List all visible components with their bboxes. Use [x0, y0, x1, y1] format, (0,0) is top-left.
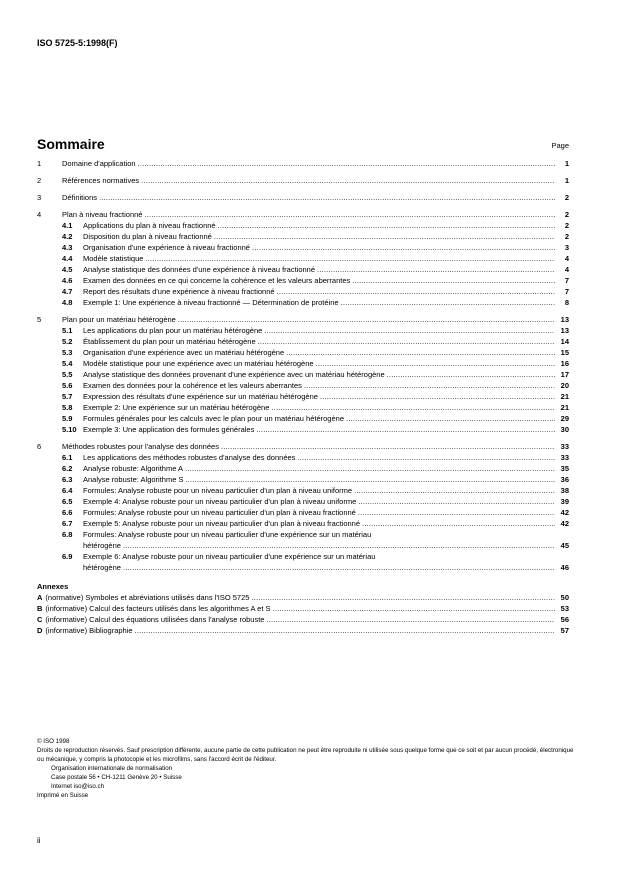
toc-entry-leader [83, 253, 555, 264]
toc-entry-leader [83, 242, 555, 253]
toc-entry-title: Définitions [62, 193, 98, 202]
dot-leader [304, 380, 555, 391]
toc-entry-title: Formules: Analyse robuste pour un niveau particulier d'un plan à niveau fractionné [83, 508, 356, 517]
toc-entry[interactable] [37, 463, 569, 474]
toc-entry-number: 5.8 [62, 403, 73, 412]
toc-entry-page: 4 [564, 254, 569, 263]
toc-entry-title: Exemple 5: Analyse robuste pour un niveau particulier d'un plan à niveau fractionné [83, 519, 361, 528]
dot-leader [320, 391, 555, 402]
toc-entry-title: Formules: Analyse robuste pour un niveau particulier d'une expérience sur un matériau [83, 530, 372, 539]
toc-entry-leader [83, 275, 555, 286]
dot-leader [341, 297, 555, 308]
toc-entry-number: 6.7 [62, 519, 73, 528]
printed-in: Imprimé en Suisse [37, 792, 89, 799]
toc-entry-number: 4.4 [62, 254, 73, 263]
toc-entry-number: 5.6 [62, 381, 73, 390]
dot-leader [317, 264, 555, 275]
dot-leader [358, 496, 555, 507]
toc-entry-leader [83, 474, 555, 485]
toc-entry-leader [62, 209, 555, 220]
dot-leader [138, 158, 555, 169]
toc-entry-page: 2 [564, 210, 569, 219]
toc-entry-page: 21 [560, 403, 569, 412]
toc-entry[interactable] [37, 325, 569, 336]
toc-entry-title: Exemple 6: Analyse robuste pour un niveau particulier d'une expérience sur un matériau [83, 552, 376, 561]
toc-entry[interactable] [37, 485, 569, 496]
toc-entry[interactable] [37, 358, 569, 369]
toc-entry-title: Organisation d'une expérience à niveau fractionné [83, 243, 250, 252]
toc-entry-title: Formules générales pour les calculs avec le plan pour un matériau hétérogène [83, 414, 344, 423]
toc-entry-title-continued: hétérogène [83, 541, 121, 550]
toc-entry-page: 15 [560, 348, 569, 357]
toc-entry[interactable] [37, 286, 569, 297]
toc-entry[interactable] [37, 391, 569, 402]
annex-page: 50 [560, 593, 569, 602]
dot-leader [271, 402, 555, 413]
toc-entry[interactable] [37, 209, 569, 220]
annex-label: C [37, 615, 43, 624]
toc-entry-leader [83, 358, 555, 369]
toc-entry-page: 1 [564, 159, 569, 168]
toc-entry-number: 5.9 [62, 414, 73, 423]
toc-entry[interactable] [37, 264, 569, 275]
annex-entry[interactable] [37, 614, 569, 625]
annex-page: 57 [560, 626, 569, 635]
toc-entry-title: Organisation d'une expérience avec un matériau hétérogène [83, 348, 285, 357]
toc-page-column-label: Page [551, 141, 569, 150]
toc-entry-leader [83, 485, 555, 496]
toc-entry-page: 2 [564, 193, 569, 202]
toc-entry-page: 42 [560, 519, 569, 528]
dot-leader [358, 507, 555, 518]
toc-entry-leader [83, 286, 555, 297]
toc-entry-page: 46 [560, 563, 569, 572]
toc-entry[interactable] [37, 507, 569, 518]
page-number: ii [37, 836, 41, 845]
toc-entry-page: 29 [560, 414, 569, 423]
toc-entry-title: Applications du plan à niveau fractionné [83, 221, 216, 230]
toc-entry-page: 16 [560, 359, 569, 368]
annex-label: A [37, 593, 43, 602]
toc-entry-page: 13 [560, 315, 569, 324]
toc-entry[interactable] [37, 369, 569, 380]
toc-entry-number: 4.1 [62, 221, 73, 230]
toc-entry-leader [83, 562, 555, 573]
toc-entry-title: Formules: Analyse robuste pour un niveau particulier d'un plan à niveau uniforme [83, 486, 353, 495]
toc-entry[interactable] [37, 413, 569, 424]
toc-entry-page: 21 [560, 392, 569, 401]
annex-title: (informative) Bibliographie [45, 626, 133, 635]
toc-entry-title: Exemple 1: Une expérience à niveau fractionné — Détermination de protéine [83, 298, 339, 307]
toc-entry-number: 3 [37, 193, 42, 202]
toc-entry-leader [83, 402, 555, 413]
toc-entry-leader [62, 192, 555, 203]
toc-entry-title: Disposition du plan à niveau fractionné [83, 232, 212, 241]
toc-entry-number: 4.3 [62, 243, 73, 252]
toc-entry[interactable] [37, 314, 569, 325]
annex-title: (informative) Calcul des équations utilisées dans l'analyse robuste [45, 615, 265, 624]
dot-leader [258, 336, 555, 347]
toc-entry-title: Établissement du plan pour un matériau hétérogène [83, 337, 256, 346]
toc-entry-leader [62, 158, 555, 169]
toc-entry[interactable] [37, 275, 569, 286]
toc-entry-title: Plan pour un matériau hétérogène [62, 315, 176, 324]
toc-entry-page: 4 [564, 265, 569, 274]
dot-leader [252, 242, 555, 253]
organization-name: Organisation internationale de normalisation [51, 765, 173, 772]
postal-address: Case postale 56 • CH-1211 Genève 20 • Suisse [51, 774, 182, 781]
dot-leader [256, 424, 555, 435]
toc-entry-title: Les applications des méthodes robustes d'analyse des données [83, 453, 296, 462]
annex-entry[interactable] [37, 603, 569, 614]
toc-entry-leader [83, 424, 555, 435]
toc-entry[interactable] [37, 518, 569, 529]
toc-entry-title: Domaine d'application [62, 159, 136, 168]
toc-entry-leader [83, 264, 555, 275]
toc-entry[interactable] [37, 347, 569, 358]
dot-leader [316, 358, 555, 369]
dot-leader [354, 485, 555, 496]
toc-entry-title: Modèle statistique [83, 254, 144, 263]
toc-entry-number: 4.5 [62, 265, 73, 274]
toc-entry-number: 6.2 [62, 464, 73, 473]
dot-leader [185, 463, 555, 474]
dot-leader [178, 314, 555, 325]
toc-entry-number: 6.9 [62, 552, 73, 561]
table-of-contents [37, 158, 569, 636]
toc-entry-number: 2 [37, 176, 42, 185]
toc-entry-leader [62, 175, 555, 186]
toc-entry[interactable] [37, 192, 569, 203]
toc-entry-number: 6.6 [62, 508, 73, 517]
toc-entry[interactable] [37, 253, 569, 264]
toc-entry-number: 5.3 [62, 348, 73, 357]
toc-entry[interactable] [37, 158, 569, 169]
toc-entry-leader [83, 518, 555, 529]
internet-contact: Internet iso@iso.ch [51, 783, 105, 790]
dot-leader [123, 562, 555, 573]
toc-entry-continuation[interactable] [37, 562, 569, 573]
annex-entry-leader [37, 592, 555, 603]
toc-entry-leader [83, 496, 555, 507]
toc-entry-page: 7 [564, 287, 569, 296]
dot-leader [387, 369, 555, 380]
toc-entry-page: 20 [560, 381, 569, 390]
toc-entry-continuation[interactable] [37, 540, 569, 551]
toc-entry[interactable] [37, 297, 569, 308]
annex-page: 53 [560, 604, 569, 613]
annex-page: 56 [560, 615, 569, 624]
toc-entry-leader [83, 391, 555, 402]
toc-entry-number: 5.2 [62, 337, 73, 346]
dot-leader [185, 474, 555, 485]
toc-entry-number: 6.8 [62, 530, 73, 539]
toc-entry[interactable] [37, 441, 569, 452]
dot-leader [346, 413, 555, 424]
dot-leader [264, 325, 555, 336]
toc-entry-leader [62, 441, 555, 452]
dot-leader [251, 592, 555, 603]
dot-leader [362, 518, 555, 529]
toc-entry-page: 13 [560, 326, 569, 335]
toc-entry-leader [62, 314, 555, 325]
toc-entry[interactable] [37, 402, 569, 413]
toc-entry-leader [83, 507, 555, 518]
annex-title: (normative) Symboles et abréviations utilisés dans l'ISO 5725 [45, 593, 250, 602]
copyright-line: © ISO 1998 [37, 738, 70, 745]
toc-entry[interactable] [37, 242, 569, 253]
toc-entry-number: 4 [37, 210, 42, 219]
dot-leader [144, 209, 555, 220]
dot-leader [277, 286, 555, 297]
toc-entry-title: Expression des résultats d'une expérience sur un matériau hétérogène [83, 392, 318, 401]
toc-entry-leader [83, 231, 555, 242]
annex-label: B [37, 604, 43, 613]
rights-notice: Droits de reproduction réservés. Sauf prescription différente, aucune partie de cette publication ne peut être reproduite ni utilisée sous quelque forme que ce soit et par aucun procédé, électronique ou mécanique, y compris la photocopie et les microfilms, sans l'accord écrit de l'éditeur. [37, 747, 574, 763]
annex-entry-leader [37, 614, 555, 625]
toc-entry-page: 14 [560, 337, 569, 346]
toc-entry-page: 33 [560, 453, 569, 462]
toc-entry-number: 5.1 [62, 326, 73, 335]
dot-leader [352, 275, 555, 286]
annex-entry-leader [37, 603, 555, 614]
toc-entry-page: 42 [560, 508, 569, 517]
dot-leader [99, 192, 555, 203]
toc-entry-title: Report des résultats d'une expérience à niveau fractionné [83, 287, 275, 296]
toc-entry-leader [83, 297, 555, 308]
dot-leader [218, 220, 555, 231]
annex-entry[interactable] [37, 625, 569, 636]
toc-entry-leader [83, 452, 555, 463]
toc-entry-page: 2 [564, 221, 569, 230]
toc-entry-title: Les applications du plan pour un matériau hétérogène [83, 326, 263, 335]
toc-title: Sommaire [37, 136, 105, 152]
toc-entry[interactable] [37, 474, 569, 485]
toc-entry-page: 30 [560, 425, 569, 434]
toc-entry[interactable] [37, 380, 569, 391]
toc-entry-number: 6.4 [62, 486, 73, 495]
toc-entry-leader [83, 336, 555, 347]
toc-entry-leader [83, 551, 569, 562]
toc-entry-leader [83, 529, 569, 540]
toc-entry-number: 5.4 [62, 359, 73, 368]
toc-entry-page: 45 [560, 541, 569, 550]
toc-entry[interactable] [37, 424, 569, 435]
toc-entry-title: Analyse robuste: Algorithme A [83, 464, 184, 473]
dot-leader [266, 614, 555, 625]
toc-entry-page: 39 [560, 497, 569, 506]
toc-entry-number: 5.7 [62, 392, 73, 401]
toc-entry[interactable] [37, 496, 569, 507]
toc-entry-number: 5.10 [62, 425, 77, 434]
toc-entry-title: Examen des données pour la cohérence et les valeurs aberrantes [83, 381, 302, 390]
document-id: ISO 5725-5:1998(F) [37, 38, 118, 48]
toc-entry-number: 4.8 [62, 298, 73, 307]
annex-label: D [37, 626, 43, 635]
dot-leader [297, 452, 555, 463]
toc-entry-leader [83, 369, 555, 380]
toc-entry-page: 36 [560, 475, 569, 484]
toc-entry-number: 1 [37, 159, 42, 168]
toc-entry-page: 33 [560, 442, 569, 451]
dot-leader [135, 625, 555, 636]
toc-entry-title: Exemple 2: Une expérience sur un matériau hétérogène [83, 403, 270, 412]
toc-entry-page: 2 [564, 232, 569, 241]
dot-leader [286, 347, 555, 358]
dot-leader [123, 540, 555, 551]
toc-entry-leader [83, 325, 555, 336]
toc-entry-page: 7 [564, 276, 569, 285]
toc-entry-page: 35 [560, 464, 569, 473]
toc-entry-title-continued: hétérogène [83, 563, 121, 572]
toc-entry-number: 4.6 [62, 276, 73, 285]
toc-entry-number: 6.3 [62, 475, 73, 484]
toc-entry-number: 6 [37, 442, 42, 451]
copyright-footer [37, 737, 577, 800]
toc-entry-title: Plan à niveau fractionné [62, 210, 143, 219]
toc-entry-leader [83, 540, 555, 551]
annexes-heading: Annexes [37, 582, 69, 591]
toc-entry-title: Méthodes robustes pour l'analyse des données [62, 442, 219, 451]
toc-entry[interactable] [37, 220, 569, 231]
toc-entry-title: Exemple 3: Une application des formules générales [83, 425, 255, 434]
toc-entry-number: 4.7 [62, 287, 73, 296]
dot-leader [141, 175, 555, 186]
toc-entry-leader [83, 463, 555, 474]
toc-entry-number: 4.2 [62, 232, 73, 241]
toc-entry[interactable] [37, 336, 569, 347]
toc-entry[interactable] [37, 551, 569, 562]
toc-entry-number: 6.5 [62, 497, 73, 506]
toc-entry-page: 8 [564, 298, 569, 307]
toc-entry-title: Références normatives [62, 176, 140, 185]
toc-entry-title: Analyse statistique des données d'une expérience à niveau fractionné [83, 265, 316, 274]
toc-entry[interactable] [37, 231, 569, 242]
annex-entry-leader [37, 625, 555, 636]
dot-leader [221, 441, 555, 452]
toc-entry[interactable] [37, 529, 569, 540]
toc-entry-title: Examen des données en ce qui concerne la cohérence et les valeurs aberrantes [83, 276, 351, 285]
toc-entry-number: 5.5 [62, 370, 73, 379]
toc-entry-title: Analyse statistique des données provenant d'une expérience avec un matériau hétérogène [83, 370, 385, 379]
toc-entry-leader [83, 380, 555, 391]
toc-entry-page: 17 [560, 370, 569, 379]
toc-entry-leader [83, 220, 555, 231]
dot-leader [273, 603, 555, 614]
toc-entry-page: 38 [560, 486, 569, 495]
toc-entry[interactable] [37, 452, 569, 463]
toc-entry-page: 3 [564, 243, 569, 252]
toc-entry-leader [83, 413, 555, 424]
annex-entry[interactable] [37, 592, 569, 603]
annex-title: (informative) Calcul des facteurs utilisés dans les algorithmes A et S [45, 604, 271, 613]
toc-entry-number: 5 [37, 315, 42, 324]
toc-entry-title: Exemple 4: Analyse robuste pour un niveau particulier d'un plan à niveau uniforme [83, 497, 357, 506]
toc-entry-title: Modèle statistique pour une expérience avec un matériau hétérogène [83, 359, 314, 368]
toc-entry[interactable] [37, 175, 569, 186]
toc-entry-leader [83, 347, 555, 358]
toc-entry-page: 1 [564, 176, 569, 185]
dot-leader [214, 231, 555, 242]
toc-entry-title: Analyse robuste: Algorithme S [83, 475, 184, 484]
dot-leader [145, 253, 555, 264]
toc-entry-number: 6.1 [62, 453, 73, 462]
